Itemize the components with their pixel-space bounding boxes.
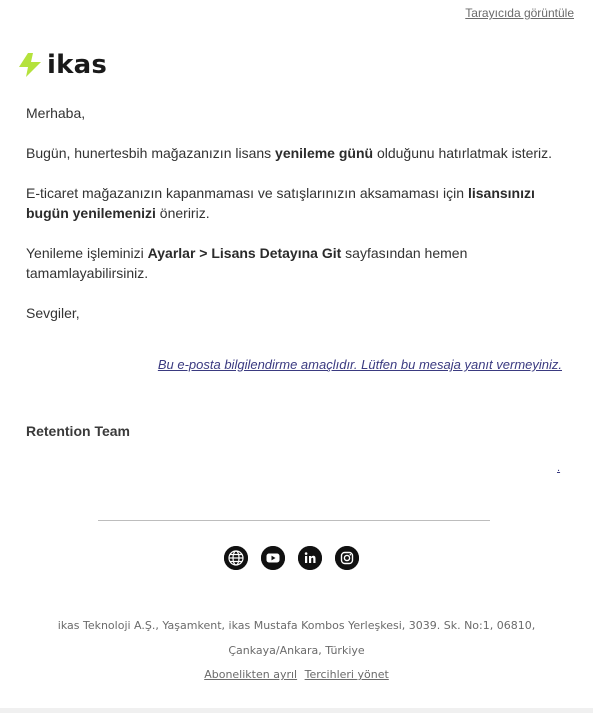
address-line-2: Çankaya/Ankara, Türkiye — [228, 644, 365, 657]
view-in-browser-link[interactable]: Tarayıcıda görüntüle — [465, 6, 574, 20]
paragraph-renewal-day: Bugün, hunertesbih mağazanızın lisans yenileme günü olduğunu hatırlatmak isteriz. — [26, 145, 553, 161]
footer-links — [0, 668, 593, 681]
bottom-bar — [0, 708, 593, 713]
greeting: Merhaba, — [26, 105, 86, 121]
paragraph-instructions: Yenileme işleminizi Ayarlar > Lisans Detayına Git sayfasından hemen tamamlayabilirsiniz. — [26, 245, 468, 281]
instagram-icon[interactable] — [335, 546, 359, 570]
divider — [98, 520, 490, 521]
company-address — [50, 613, 543, 663]
globe-icon[interactable] — [224, 546, 248, 570]
unsubscribe-link[interactable]: Abonelikten ayrıl — [204, 668, 298, 681]
lightning-icon — [18, 52, 42, 78]
no-reply-disclaimer[interactable]: Bu e-posta bilgilendirme amaçlıdır. Lütfen bu mesaja yanıt vermeyiniz. — [157, 357, 562, 372]
paragraph-recommendation: E-ticaret mağazanızın kapanmaması ve satışlarınızın aksamaması için lisansınızı bugün yenilemenizi öneririz. — [26, 185, 535, 221]
email-body — [26, 103, 556, 343]
dot-link[interactable]: . — [557, 462, 561, 474]
youtube-icon[interactable] — [261, 546, 285, 570]
linkedin-icon[interactable] — [298, 546, 322, 570]
ikas-logo — [18, 52, 107, 78]
closing: Sevgiler, — [26, 305, 80, 321]
manage-preferences-link[interactable]: Tercihleri yönet — [304, 668, 389, 681]
brand-name: ikas — [47, 50, 108, 80]
signature: Retention Team — [26, 423, 130, 439]
social-links — [224, 546, 359, 570]
address-line-1: ikas Teknoloji A.Ş., Yaşamkent, ikas Mustafa Kombos Yerleşkesi, 3039. Sk. No:1, 06810, — [57, 619, 536, 632]
